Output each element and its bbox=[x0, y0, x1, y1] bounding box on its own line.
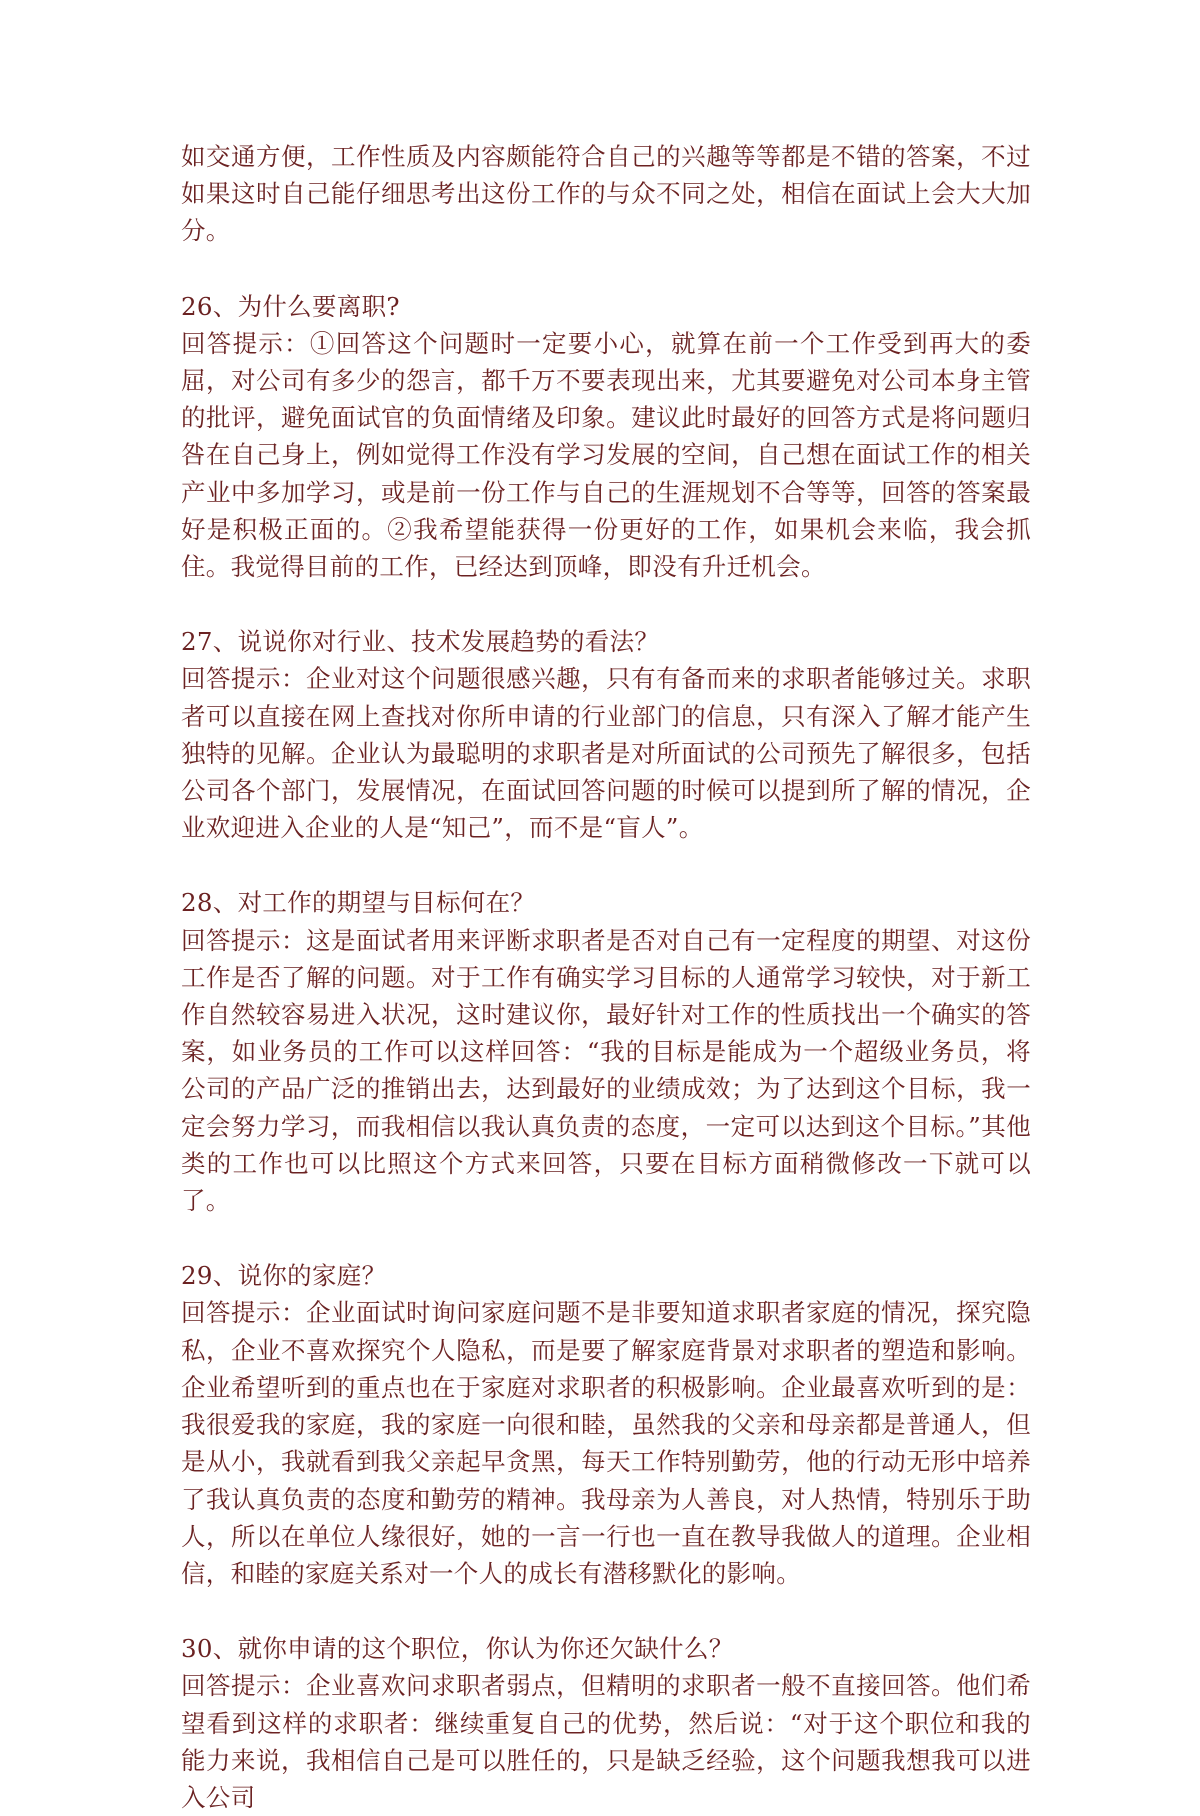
question-title: 27、说说你对行业、技术发展趋势的看法？ bbox=[181, 627, 660, 657]
question-title: 28、对工作的期望与目标何在？ bbox=[181, 888, 536, 918]
answer-paragraph: 回答提示：这是面试者用来评断求职者是否对自己有一定程度的期望、对这份工作是否了解的问题。对于工作有确实学习目标的人通常学习较快，对于新工作自然较容易进入状况，这时建议你，最好针对工作的性质找出一个确实的答案，如业务员的工作可以这样回答：“我的目标是能成为一个超级业务员，将公司的产品广泛的推销出去，达到最好的业绩成效；为了达到这个目标，我一定会努力学习，而我相信以我认真负责的态度，一定可以达到这个目标。”其他类的工作也可以比照这个方式来回答，只要在目标方面稍微修改一下就可以了。 bbox=[181, 925, 1031, 1216]
question-section-27 bbox=[181, 623, 1031, 846]
question-section-29 bbox=[181, 1257, 1031, 1592]
question-title: 30、就你申请的这个职位，你认为你还欠缺什么？ bbox=[181, 1634, 734, 1664]
answer-paragraph: 回答提示：企业喜欢问求职者弱点，但精明的求职者一般不直接回答。他们希望看到这样的求职者：继续重复自己的优势，然后说：“对于这个职位和我的能力来说，我相信自己是可以胜任的，只是缺乏经验，这个问题我想我可以进入公司 bbox=[181, 1671, 1031, 1812]
question-title: 26、为什么要离职? bbox=[181, 291, 400, 321]
answer-paragraph: 回答提示：企业面试时询问家庭问题不是非要知道求职者家庭的情况，探究隐私，企业不喜欢探究个人隐私，而是要了解家庭背景对求职者的塑造和影响。企业希望听到的重点也在于家庭对求职者的积极影响。企业最喜欢听到的是：我很爱我的家庭，我的家庭一向很和睦，虽然我的父亲和母亲都是普通人，但是从小，我就看到我父亲起早贪黑，每天工作特别勤劳，他的行动无形中培养了我认真负责的态度和勤劳的精神。我母亲为人善良，对人热情，特别乐于助人，所以在单位人缘很好，她的一言一行也一直在教导我做人的道理。企业相信，和睦的家庭关系对一个人的成长有潜移默化的影响。 bbox=[181, 1298, 1031, 1588]
question-title: 29、说你的家庭？ bbox=[181, 1261, 387, 1291]
question-section-28 bbox=[181, 884, 1031, 1219]
document-body bbox=[181, 138, 1031, 1816]
question-section-30 bbox=[181, 1630, 1031, 1816]
answer-paragraph: 回答提示：①回答这个问题时一定要小心，就算在前一个工作受到再大的委屈，对公司有多少的怨言，都千万不要表现出来，尤其要避免对公司本身主管的批评，避免面试官的负面情绪及印象。建议此时最好的回答方式是将问题归咎在自己身上，例如觉得工作没有学习发展的空间，自己想在面试工作的相关产业中多加学习，或是前一份工作与自己的生涯规划不合等等，回答的答案最好是积极正面的。②我希望能获得一份更好的工作，如果机会来临，我会抓住。我觉得目前的工作，已经达到顶峰，即没有升迁机会。 bbox=[181, 328, 1031, 582]
question-section-26 bbox=[181, 288, 1031, 586]
intro-paragraph: 如交通方便，工作性质及内容颇能符合自己的兴趣等等都是不错的答案，不过如果这时自己能仔细思考出这份工作的与众不同之处，相信在面试上会大大加分。 bbox=[181, 142, 1031, 246]
answer-paragraph: 回答提示：企业对这个问题很感兴趣，只有有备而来的求职者能够过关。求职者可以直接在网上查找对你所申请的行业部门的信息，只有深入了解才能产生独特的见解。企业认为最聪明的求职者是对所面试的公司预先了解很多，包括公司各个部门，发展情况，在面试回答问题的时候可以提到所了解的情况，企业欢迎进入企业的人是“知己”，而不是“盲人”。 bbox=[181, 664, 1031, 843]
